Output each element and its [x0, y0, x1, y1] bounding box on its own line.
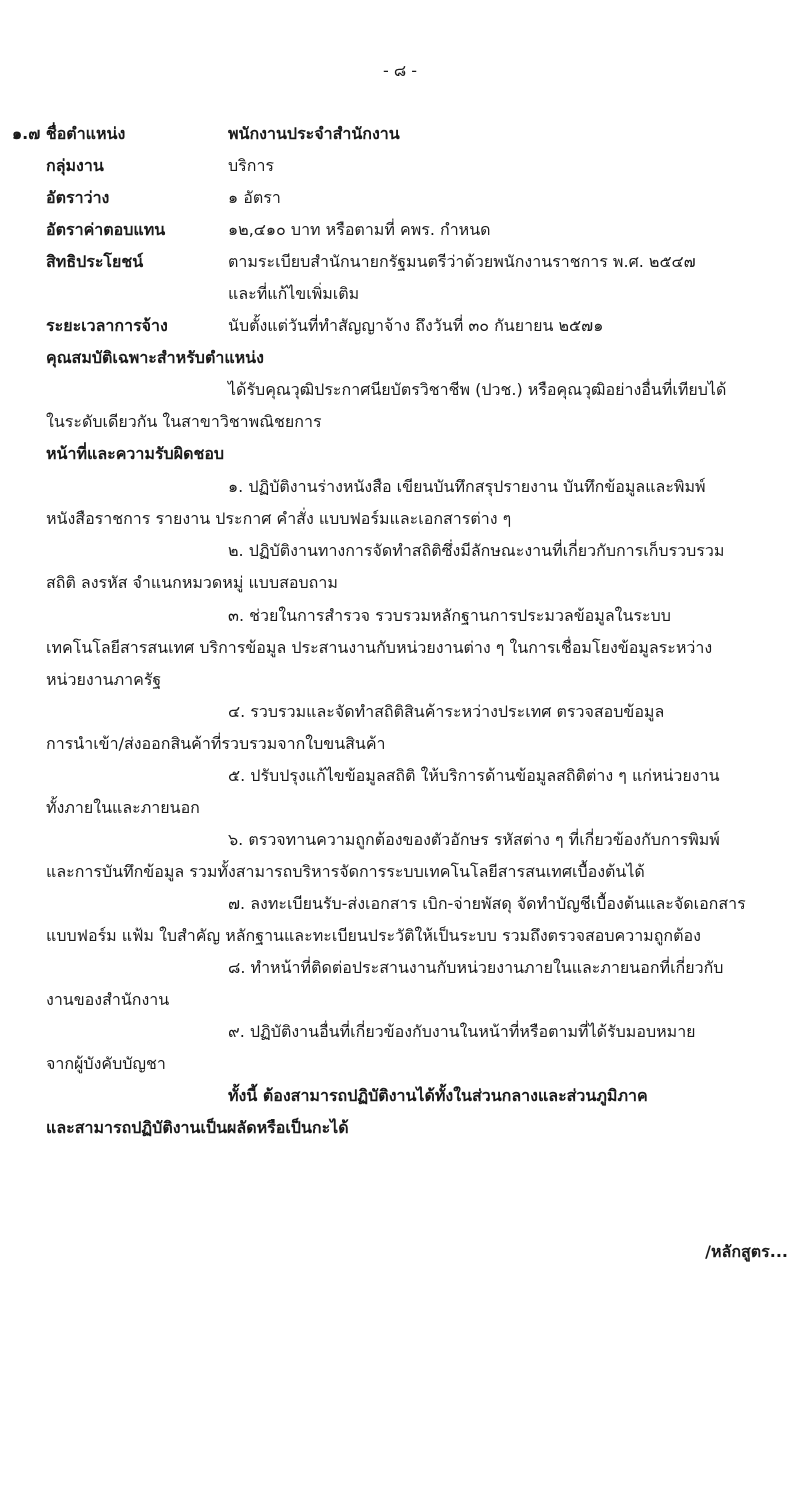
qualification-line1: ได้รับคุณวุฒิประกาศนียบัตรวิชาชีพ (ปวช.) หรือคุณวุฒิอย่างอื่นที่เทียบได้ [228, 380, 727, 399]
field-value-benefits: ตามระเบียบสำนักนายกรัฐมนตรีว่าด้วยพนักงานราชการ พ.ศ. ๒๕๔๗ [228, 252, 696, 271]
field-label-salary: อัตราค่าตอบแทน [46, 220, 166, 239]
duty-6: ๖. ตรวจทานความถูกต้องของตัวอักษร รหัสต่าง ๆ ที่เกี่ยวข้องกับการพิมพ์ [228, 830, 720, 849]
field-value-group: บริการ [228, 156, 275, 175]
duty-1: ๑. ปฏิบัติงานร่างหนังสือ เขียนบันทึกสรุปรายงาน บันทึกข้อมูลและพิมพ์ [228, 477, 706, 496]
duty-8-cont: งานของสำนักงาน [46, 990, 170, 1009]
field-value-salary: ๑๒,๔๑๐ บาท หรือตามที่ คพร. กำหนด [228, 220, 491, 239]
duty-4-cont: การนำเข้า/ส่งออกสินค้าที่รวบรวมจากใบขนสินค้า [46, 734, 386, 753]
duty-2-cont: สถิติ ลงรหัส จำแนกหมวดหมู่ แบบสอบถาม [46, 573, 338, 592]
position-title: พนักงานประจำสำนักงาน [228, 124, 400, 143]
field-label-vacancy: อัตราว่าง [46, 188, 110, 207]
page-number: - ๘ - [382, 61, 418, 80]
field-label-benefits: สิทธิประโยชน์ [46, 252, 144, 271]
position-label: ๑.๗ ชื่อตำแหน่ง [12, 124, 126, 143]
duty-7: ๗. ลงทะเบียนรับ-ส่งเอกสาร เบิก-จ่ายพัสดุ จัดทำบัญชีเบื้องต้นและจัดเอกสาร [228, 894, 746, 913]
closing-line1: ทั้งนี้ ต้องสามารถปฏิบัติงานได้ทั้งในส่วนกลางและส่วนภูมิภาค [228, 1086, 648, 1105]
duty-5: ๕. ปรับปรุงแก้ไขข้อมูลสถิติ ให้บริการด้านข้อมูลสถิติต่าง ๆ แก่หน่วยงาน [228, 766, 720, 785]
duties-heading: หน้าที่และความรับผิดชอบ [46, 444, 225, 463]
duty-9: ๙. ปฏิบัติงานอื่นที่เกี่ยวข้องกับงานในหน้าที่หรือตามที่ได้รับมอบหมาย [228, 1022, 696, 1041]
duty-9-cont: จากผู้บังคับบัญชา [46, 1054, 166, 1073]
duty-3-cont-2: หน่วยงานภาครัฐ [46, 670, 162, 689]
duty-3-cont: เทคโนโลยีสารสนเทศ บริการข้อมูล ประสานงานกับหน่วยงานต่าง ๆ ในการเชื่อมโยงข้อมูลระหว่าง [46, 638, 713, 657]
duty-3: ๓. ช่วยในการสำรวจ รวบรวมหลักฐานการประมวลข้อมูลในระบบ [228, 606, 671, 625]
field-value-vacancy: ๑ อัตรา [228, 188, 281, 207]
qualification-heading: คุณสมบัติเฉพาะสำหรับตำแหน่ง [46, 348, 264, 367]
field-label-group: กลุ่มงาน [46, 156, 104, 175]
field-label-period: ระยะเวลาการจ้าง [46, 316, 168, 335]
closing-line2: และสามารถปฏิบัติงานเป็นผลัดหรือเป็นกะได้ [46, 1118, 349, 1137]
field-value-benefits-cont: และที่แก้ไขเพิ่มเติม [228, 284, 360, 303]
duty-5-cont: ทั้งภายในและภายนอก [46, 798, 200, 817]
duty-4: ๔. รวบรวมและจัดทำสถิติสินค้าระหว่างประเทศ ตรวจสอบข้อมูล [228, 702, 665, 721]
duty-1-cont: หนังสือราชการ รายงาน ประกาศ คำสั่ง แบบฟอร์มและเอกสารต่าง ๆ [46, 509, 512, 528]
next-page-marker: /หลักสูตร... [705, 1242, 788, 1261]
duty-8: ๘. ทำหน้าที่ติดต่อประสานงานกับหน่วยงานภายในและภายนอกที่เกี่ยวกับ [228, 958, 724, 977]
qualification-line2: ในระดับเดียวกัน ในสาขาวิชาพณิชยการ [46, 412, 322, 431]
field-value-period: นับตั้งแต่วันที่ทำสัญญาจ้าง ถึงวันที่ ๓๐ กันยายน ๒๕๗๑ [228, 316, 604, 335]
duty-7-cont: แบบฟอร์ม แฟ้ม ใบสำคัญ หลักฐานและทะเบียนประวัติให้เป็นระบบ รวมถึงตรวจสอบความถูกต้อง [46, 926, 701, 945]
duty-2: ๒. ปฏิบัติงานทางการจัดทำสถิติซึ่งมีลักษณะงานที่เกี่ยวกับการเก็บรวบรวม [228, 541, 725, 560]
duty-6-cont: และการบันทึกข้อมูล รวมทั้งสามารถบริหารจัดการระบบเทคโนโลยีสารสนเทศเบื้องต้นได้ [46, 862, 645, 881]
